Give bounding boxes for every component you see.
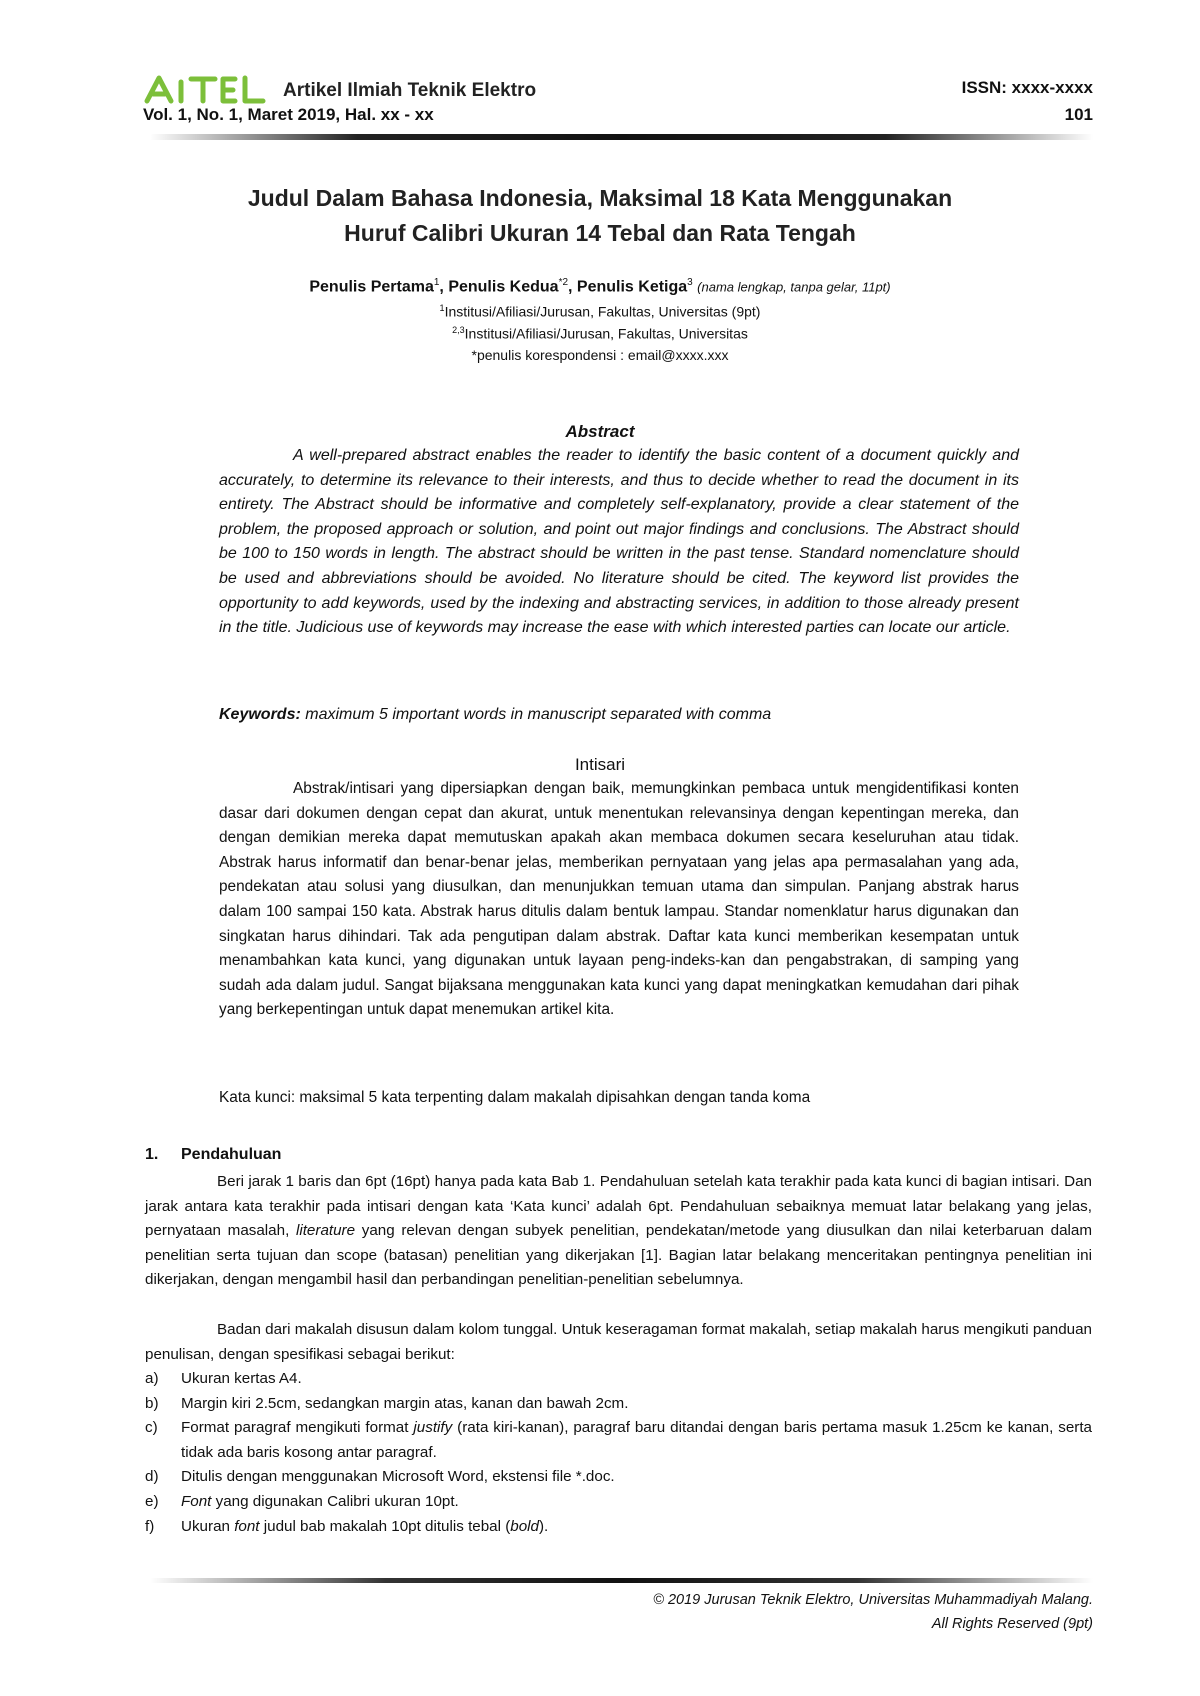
keywords-label: Keywords: bbox=[219, 706, 301, 723]
page-header bbox=[143, 74, 1093, 130]
footer-copyright: © 2019 Jurusan Teknik Elektro, Universitas Muhammadiyah Malang. bbox=[653, 1592, 1093, 1608]
spec-list bbox=[145, 1367, 1092, 1539]
list-item bbox=[145, 1490, 1092, 1515]
page-number: 101 bbox=[1064, 105, 1093, 124]
list-emphasis: font bbox=[234, 1517, 260, 1535]
section-number: 1. bbox=[145, 1146, 159, 1163]
list-marker: d) bbox=[145, 1468, 159, 1486]
author-sep: , bbox=[439, 278, 449, 296]
section-title: Pendahuluan bbox=[181, 1146, 282, 1163]
affiliation-sup: 2,3 bbox=[452, 325, 465, 335]
affiliation bbox=[140, 303, 1060, 320]
abstract-text: A well-prepared abstract enables the reader to identify the basic content of a document quickly and accurately, to determine its relevance to their interests, and thus to decide whether to read the document in its entirety. The Abstract should be informative and completely self-explanatory, provide a clear statement of the problem, the proposed approach or solution, and point out major findings and conclusions. The Abstract should be 100 to 150 words in length. The abstract should be written in the past tense. Standard nomenclature should be used and abbreviations should be avoided. No literature should be cited. The keyword list provides the opportunity to add keywords, used by the indexing and abstracting services, in addition to those already present in the title. Judicious use of keywords may increase the ease with which interested parties can locate our article. bbox=[219, 447, 1019, 637]
list-emphasis: Font bbox=[181, 1492, 212, 1510]
author-sup: 1 bbox=[433, 277, 440, 288]
affiliation-sup: 1 bbox=[439, 303, 445, 313]
affiliation bbox=[140, 325, 1060, 342]
section-paragraph: Badan dari makalah disusun dalam kolom tunggal. Untuk keseragaman format makalah, setiap makalah harus mengikuti panduan penulisan, dengan spesifikasi sebagai berikut: bbox=[145, 1321, 1092, 1363]
list-emphasis: bold bbox=[510, 1517, 539, 1535]
author-sep: , bbox=[568, 278, 577, 296]
list-text: judul bab makalah 10pt ditulis tebal ( bbox=[259, 1517, 511, 1535]
list-item bbox=[145, 1465, 1092, 1490]
author-name: Penulis Pertama bbox=[309, 278, 434, 296]
intisari-text: Abstrak/intisari yang dipersiapkan dengan baik, memungkinkan pembaca untuk mengidentifikasi konten dasar dari dokumen dengan cepat dan akurat, untuk menentukan relevansinya dengan kepentingan mereka, dan dengan demikian mereka dapat memutuskan apakah akan membaca dokumen secara keseluruhan atau tidak. Abstrak harus informatif dan benar-benar jelas, memberikan pernyataan yang jelas apa permasalahan yang ada, pendekatan atau solusi yang diusulkan, dan menunjukkan temuan utama dan simpulan. Panjang abstrak harus dalam 100 sampai 150 kata. Abstrak harus ditulis dalam bentuk lampau. Standar nomenklatur harus digunakan dan singkatan harus dihindari. Tak ada pengutipan dalam abstrak. Daftar kata kunci memberikan kesempatan untuk menambahkan kata kunci, yang digunakan untuk layaan peng-indeks-kan dan pengabstrakan, di samping yang sudah ada dalam judul. Sangat bijaksana menggunakan kata kunci yang dapat meningkatkan kemudahan dari pihak yang berkepentingan untuk dapat menemukan artikel kita. bbox=[219, 780, 1019, 1019]
abstract-heading: Abstract bbox=[565, 422, 635, 441]
section-heading bbox=[145, 1146, 281, 1164]
list-text: ). bbox=[539, 1517, 549, 1535]
author-name: Penulis Ketiga bbox=[576, 278, 688, 296]
author-name: Penulis Kedua bbox=[448, 278, 559, 296]
author-note: (nama lengkap, tanpa gelar, 11pt) bbox=[697, 279, 891, 295]
issn-label: ISSN: xxxx-xxxx bbox=[961, 78, 1093, 97]
list-text: (rata kiri-kanan), paragraf baru ditandai dengan baris pertama masuk 1.25cm ke kanan, serta tidak ada baris kosong antar paragraf. bbox=[181, 1419, 1092, 1461]
list-item bbox=[145, 1367, 1092, 1392]
aitel-logo-icon bbox=[143, 74, 273, 104]
list-text: Format paragraf mengikuti format bbox=[181, 1419, 414, 1437]
paragraph-text: yang relevan dengan subyek penelitian, pendekatan/metode yang diusulkan dan nilai keterbaruan dalam penelitian serta tujuan dan scope (batasan) penelitian yang dikerjakan [1]. Bagian latar belakang menceritakan pentingnya penelitian ini dikerjakan, dengan mengambil hasil dan perbandingan penelitian-penelitian sebelumnya. bbox=[145, 1222, 1093, 1289]
keywords-text: maximum 5 important words in manuscript separated with comma bbox=[300, 706, 772, 723]
list-text: Ditulis dengan menggunakan Microsoft Word, ekstensi file *.doc. bbox=[181, 1468, 615, 1486]
footer-rights: All Rights Reserved (9pt) bbox=[931, 1616, 1093, 1632]
paragraph-emphasis: literature bbox=[295, 1222, 356, 1240]
paragraph-text: Beri jarak 1 baris dan 6pt (16pt) hanya pada kata Bab 1. Pendahuluan setelah kata terakhir pada kata kunci di bagian intisari. Dan jarak antara kata terakhir pada intisari dengan kata ‘Kata kunci’ adalah 6pt. Pendahuluan sebaiknya memuat latar belakang yang jelas, pernyataan masalah, bbox=[145, 1173, 1092, 1240]
abstract-keywords bbox=[219, 706, 1019, 724]
list-text: Ukuran bbox=[181, 1517, 235, 1535]
list-item bbox=[145, 1515, 1092, 1540]
list-marker: a) bbox=[145, 1370, 159, 1387]
list-marker: b) bbox=[145, 1394, 159, 1412]
journal-name: Artikel Ilmiah Teknik Elektro bbox=[283, 80, 537, 101]
title-line: Judul Dalam Bahasa Indonesia, Maksimal 18 Kata Menggunakan bbox=[247, 185, 953, 211]
list-text: Margin kiri 2.5cm, sedangkan margin atas, kanan dan bawah 2cm. bbox=[181, 1394, 629, 1412]
footer-rule bbox=[150, 1578, 1093, 1583]
corresponding-email bbox=[140, 347, 1060, 363]
header-rule bbox=[150, 134, 1093, 140]
volume-info: Vol. 1, No. 1, Maret 2019, Hal. xx - xx bbox=[143, 105, 434, 124]
list-item bbox=[145, 1392, 1092, 1417]
author-list bbox=[140, 277, 1060, 296]
list-marker: f) bbox=[145, 1517, 155, 1535]
title-line: Huruf Calibri Ukuran 14 Tebal dan Rata Tengah bbox=[344, 220, 856, 246]
affiliation-text: *penulis korespondensi : email@xxxx.xxx bbox=[471, 347, 729, 363]
list-item bbox=[145, 1416, 1092, 1465]
affiliation-text: Institusi/Afiliasi/Jurusan, Fakultas, Universitas (9pt) bbox=[444, 303, 761, 320]
list-text: Ukuran kertas A4. bbox=[181, 1370, 302, 1387]
intisari-keywords: Kata kunci: maksimal 5 kata terpenting dalam makalah dipisahkan dengan tanda koma bbox=[219, 1089, 811, 1106]
affiliation-text: Institusi/Afiliasi/Jurusan, Fakultas, Universitas bbox=[464, 325, 748, 342]
intisari-heading: Intisari bbox=[574, 755, 626, 774]
list-marker: c) bbox=[145, 1419, 158, 1437]
section-paragraph bbox=[145, 1170, 1092, 1293]
author-sup: *2 bbox=[558, 277, 569, 288]
list-emphasis: justify bbox=[413, 1419, 453, 1437]
author-sup: 3 bbox=[687, 277, 693, 288]
paper-title bbox=[180, 181, 1020, 251]
list-marker: e) bbox=[145, 1492, 159, 1510]
journal-logo bbox=[143, 74, 273, 104]
list-text: yang digunakan Calibri ukuran 10pt. bbox=[211, 1492, 459, 1510]
